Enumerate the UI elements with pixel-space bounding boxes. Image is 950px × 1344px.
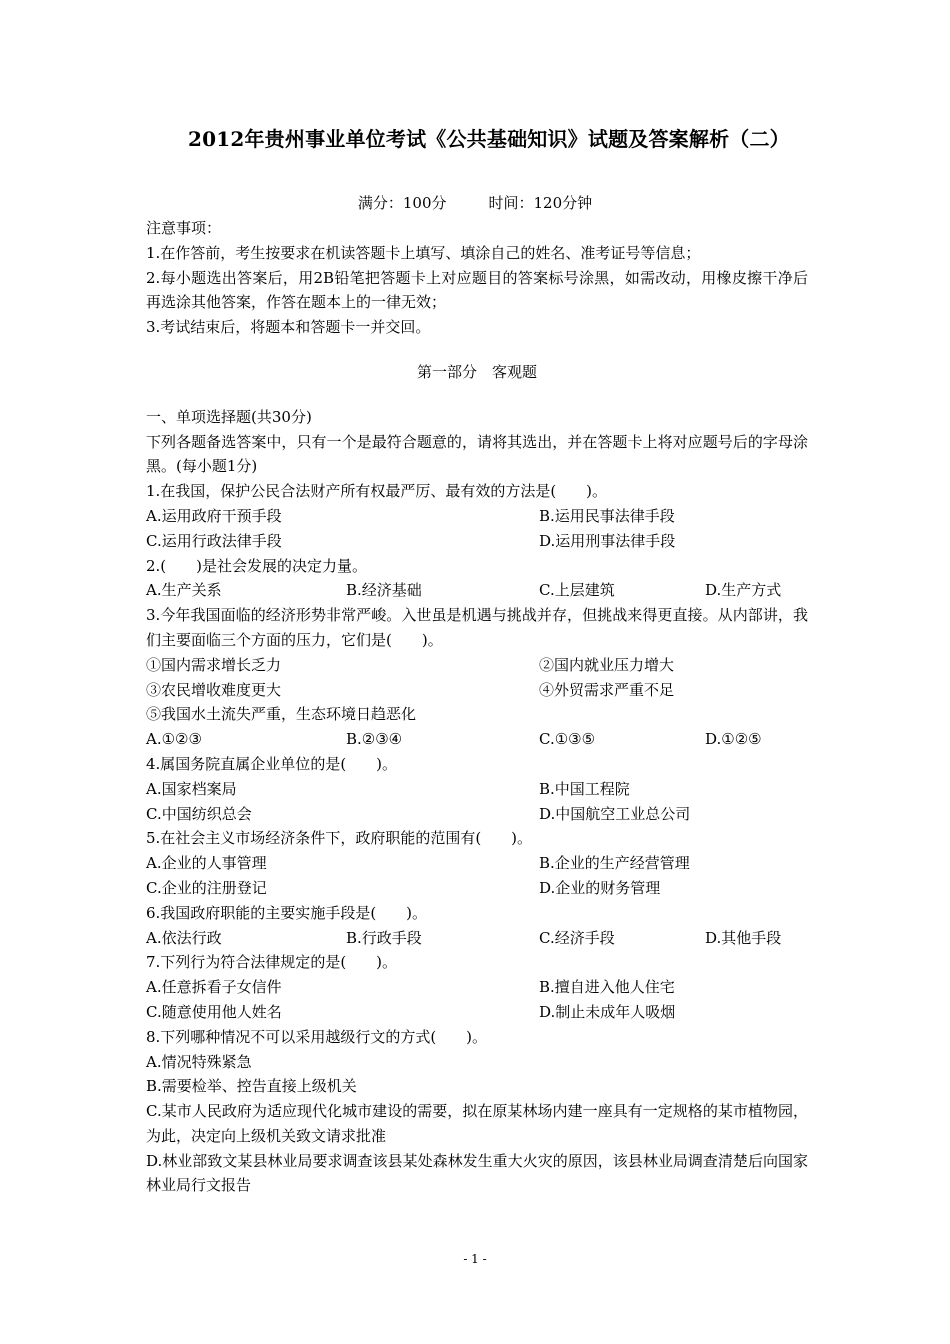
question-options: [146, 529, 808, 554]
question-options: [146, 727, 808, 752]
option: A.企业的人事管理: [146, 854, 267, 873]
option: A.运用政府干预手段: [146, 506, 282, 525]
option: C.企业的注册登记: [146, 878, 267, 897]
option: D.生产方式: [705, 581, 782, 600]
question-stem: 3.今年我国面临的经济形势非常严峻。入世虽是机遇与挑战并存，但挑战来得更直接。从内部讲，我们主要面临三个方面的压力，它们是( )。: [146, 606, 808, 649]
notice-item: 3.考试结束后，将题本和答题卡一并交回。: [146, 318, 431, 337]
option: A.国家档案局: [146, 779, 237, 798]
question-options: [146, 975, 808, 1000]
option: D.制止未成年人吸烟: [539, 1002, 676, 1021]
notice-heading: 注意事项：: [146, 219, 222, 237]
option: C.上层建筑: [539, 581, 615, 600]
full-score: 满分：100分: [357, 194, 447, 212]
option: B.行政手段: [346, 928, 422, 947]
question-stem: 2.( )是社会发展的决定力量。: [146, 556, 368, 575]
question-stem: 4.属国务院直属企业单位的是( )。: [146, 754, 398, 773]
option: B.擅自进入他人住宅: [539, 978, 675, 997]
statement-item: ①国内需求增长乏力: [146, 655, 282, 674]
question-stem: 6.我国政府职能的主要实施手段是( )。: [146, 903, 428, 922]
question-stem: 7.下列行为符合法律规定的是( )。: [146, 953, 398, 972]
option: D.中国航空工业总公司: [539, 804, 691, 823]
question-options: [146, 876, 808, 901]
option: A.任意拆看子女信件: [146, 978, 282, 997]
question-options: [146, 926, 808, 951]
question-options: [146, 802, 808, 827]
option: D.运用刑事法律手段: [539, 531, 676, 550]
option: A.依法行政: [146, 928, 222, 947]
statement-item: ⑤我国水土流失严重，生态环境日趋恶化: [146, 705, 417, 724]
question-stem: 5.在社会主义市场经济条件下，政府职能的范围有( )。: [146, 829, 533, 848]
option: C.经济手段: [539, 928, 615, 947]
section-heading: 一、单项选择题(共30分): [146, 407, 312, 426]
exam-meta: [0, 192, 950, 213]
option: C.运用行政法律手段: [146, 531, 282, 550]
document-title: 2012年贵州事业单位考试《公共基础知识》试题及答案解析（二）: [188, 127, 790, 151]
option: B.中国工程院: [539, 779, 630, 798]
option: B.需要检举、控告直接上级机关: [146, 1077, 357, 1096]
part-title: 第一部分 客观题: [416, 362, 537, 381]
option: D.①②⑤: [705, 730, 762, 749]
question-stem: 1.在我国，保护公民合法财产所有权最严厉、最有效的方法是( )。: [146, 482, 608, 501]
question-items: [146, 678, 808, 703]
statement-item: ③农民增收难度更大: [146, 680, 282, 699]
notice-item: 2.每小题选出答案后，用2B铅笔把答题卡上对应题目的答案标号涂黑，如需改动，用橡皮擦干净后再选涂其他答案，作答在题本上的一律无效；: [146, 268, 808, 312]
page-number: - 1 -: [463, 1252, 487, 1266]
option: B.②③④: [346, 730, 403, 749]
notice-item: 1.在作答前，考生按要求在机读答题卡上填写、填涂自己的姓名、准考证号等信息；: [146, 243, 701, 262]
question-options: [146, 851, 808, 876]
option: A.①②③: [146, 730, 202, 749]
question-stem: 8.下列哪种情况不可以采用越级行文的方式( )。: [146, 1027, 488, 1046]
option: C.随意使用他人姓名: [146, 1002, 282, 1021]
exam-time: 时间：120分钟: [488, 194, 593, 212]
document-body: [146, 216, 808, 1198]
question-options: [146, 578, 808, 603]
option: C.①③⑤: [539, 730, 596, 749]
option: B.企业的生产经营管理: [539, 854, 690, 873]
option: A.生产关系: [146, 581, 222, 600]
option: D.企业的财务管理: [539, 878, 661, 897]
section-instruction: 下列各题备选答案中，只有一个是最符合题意的，请将其选出，并在答题卡上将对应题号后的字母涂黑。(每小题1分): [146, 432, 808, 476]
option: C.某市人民政府为适应现代化城市建设的需要，拟在原某林场内建一座具有一定规格的某市植物园，为此，决定向上级机关致文请求批准: [146, 1102, 808, 1145]
option: A.情况特殊紧急: [146, 1052, 252, 1071]
option: B.运用民事法律手段: [539, 506, 675, 525]
question-options: [146, 504, 808, 529]
option: D.其他手段: [705, 928, 782, 947]
question-items: [146, 653, 808, 678]
statement-item: ④外贸需求严重不足: [539, 680, 675, 699]
statement-item: ②国内就业压力增大: [539, 655, 675, 674]
option: C.中国纺织总会: [146, 804, 252, 823]
option: D.林业部致文某县林业局要求调查该县某处森林发生重大火灾的原因，该县林业局调查清楚后向国家林业局行文报告: [146, 1151, 808, 1195]
question-options: [146, 777, 808, 802]
option: B.经济基础: [346, 581, 422, 600]
question-options: [146, 1000, 808, 1025]
